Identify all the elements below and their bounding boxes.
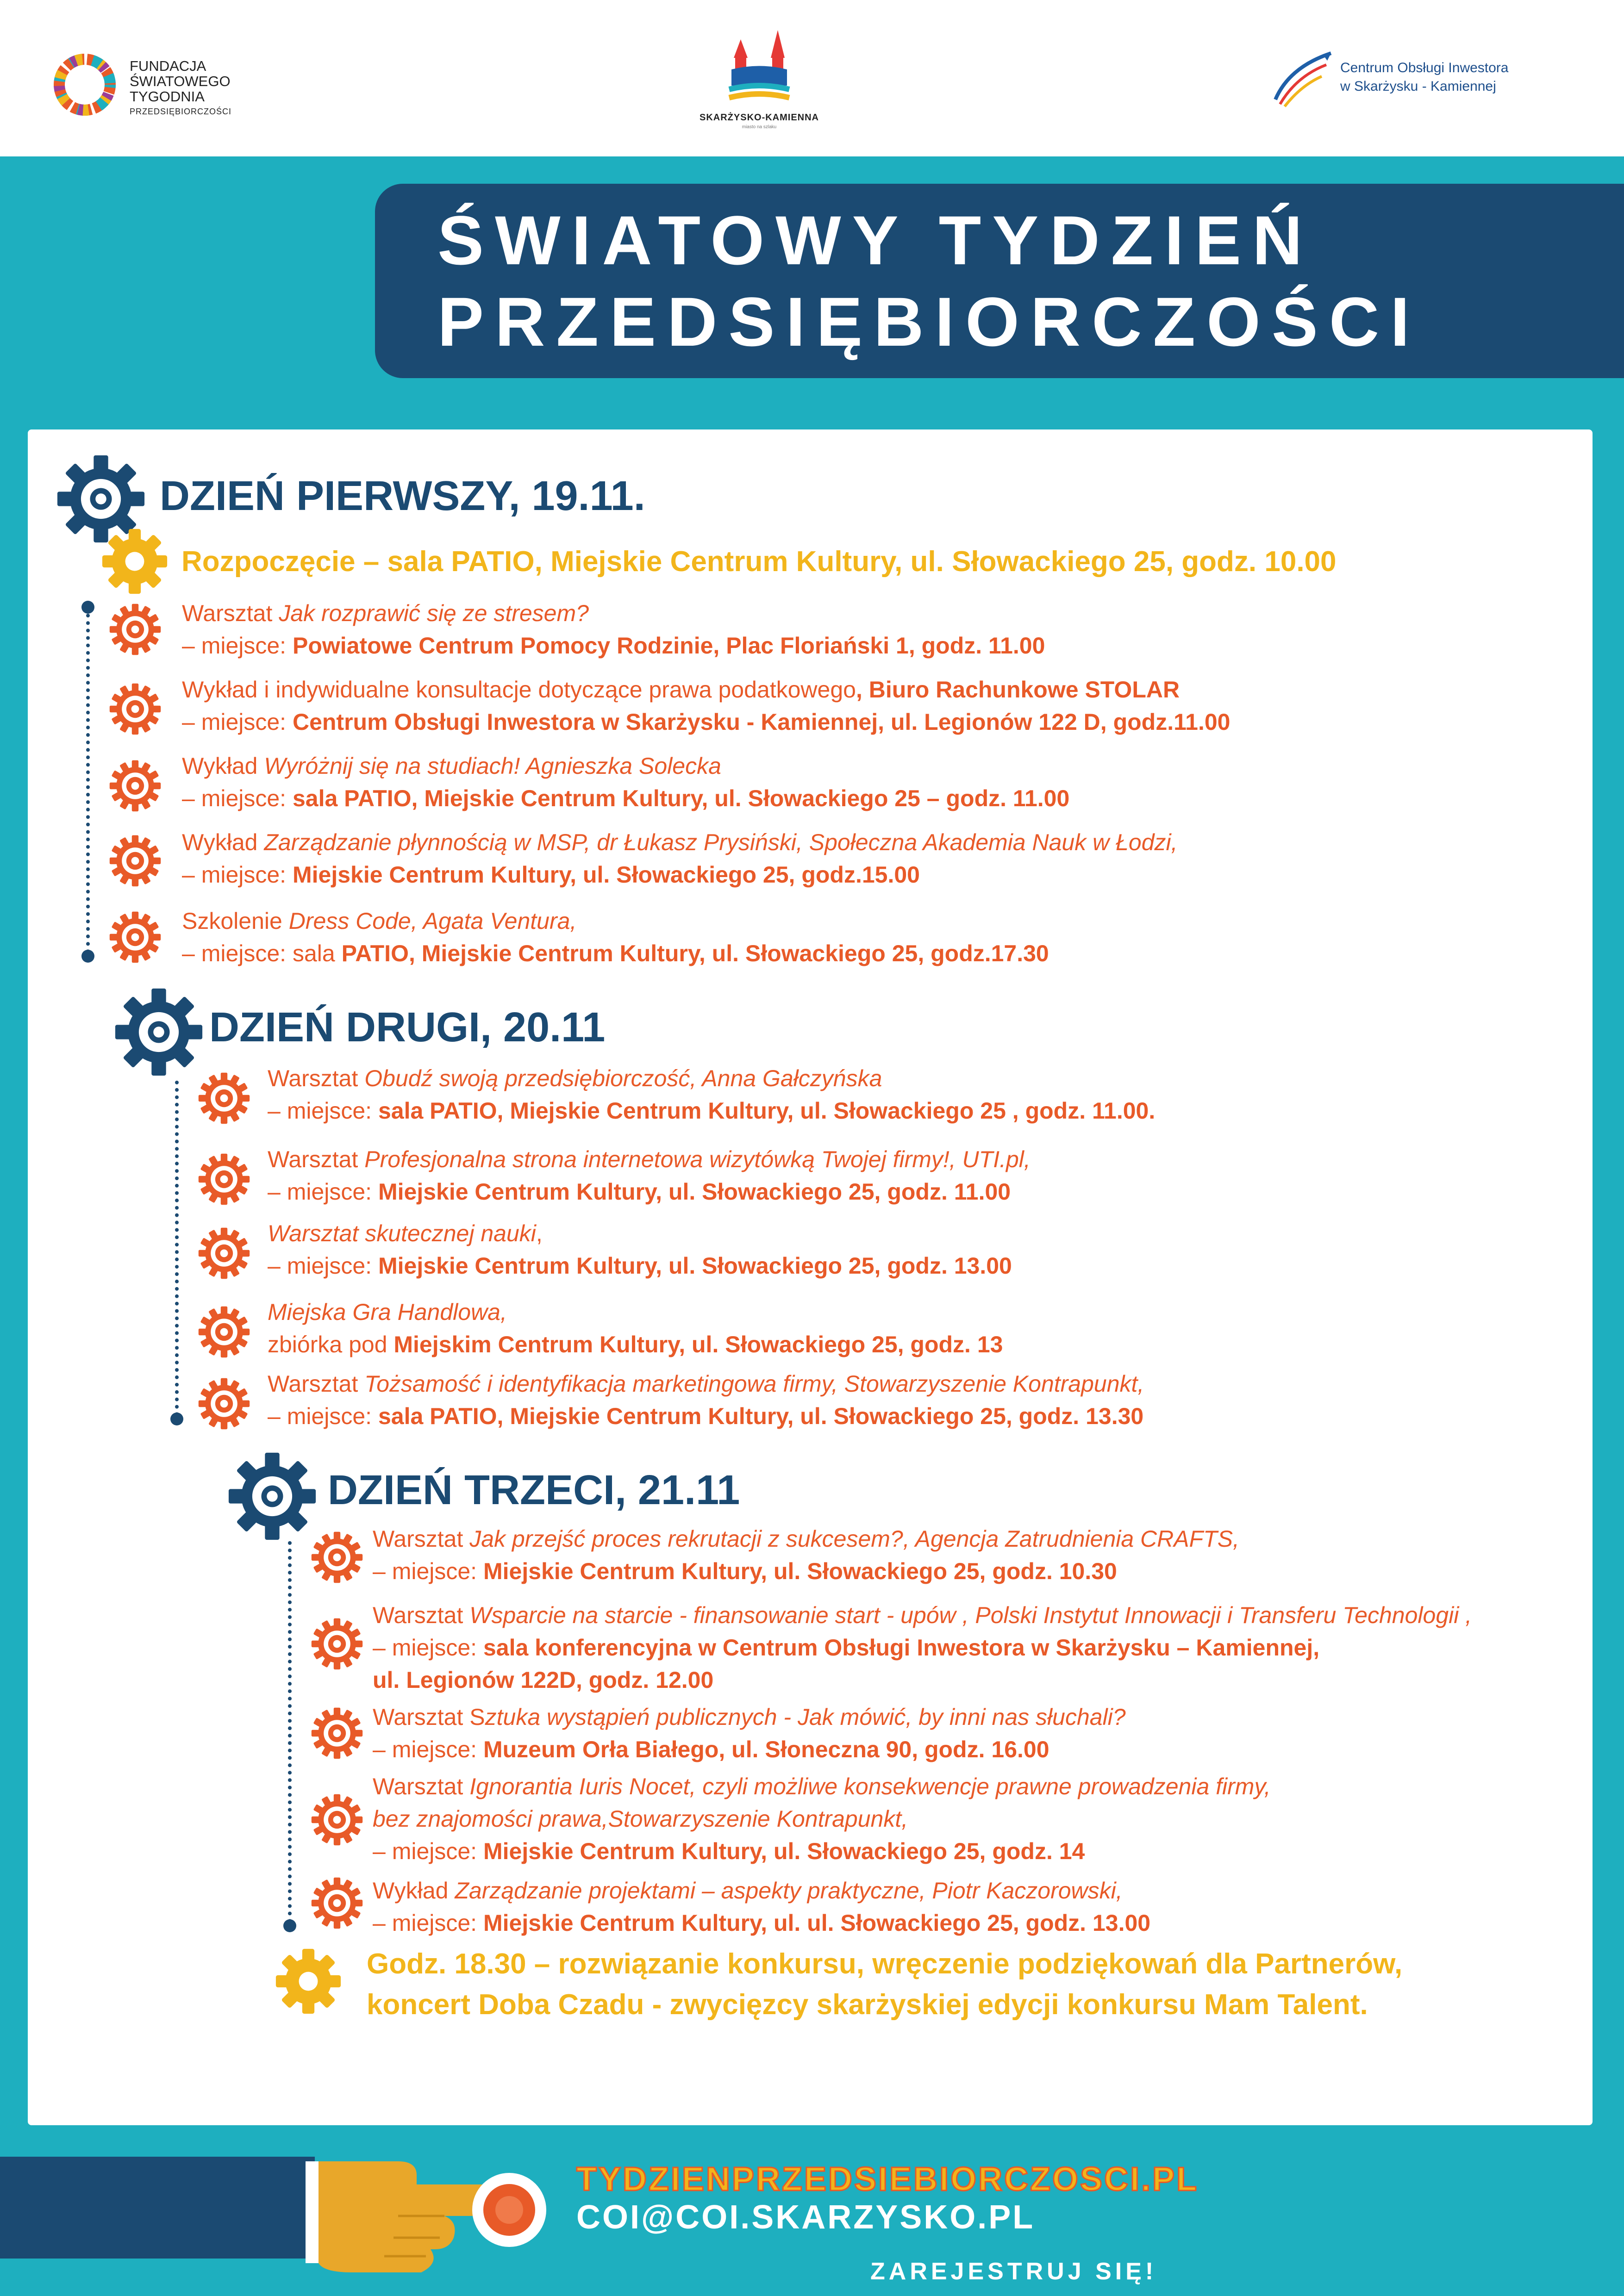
day2-event-2-title: Warsztat Profesjonalna strona internetowa wizytówką Twojej firmy!, UTI.pl, (268, 1146, 1031, 1172)
day2-event-1-place: – miejsce: sala PATIO, Miejskie Centrum Kultury, ul. Słowackiego 25 , godz. 11.00. (268, 1098, 1156, 1124)
day3-event-1-title: Warsztat Jak przejść proces rekrutacji z sukcesem?, Agencja Zatrudnienia CRAFTS, (373, 1526, 1239, 1552)
day1-event-1-gear-icon (107, 602, 163, 657)
click-button-icon[interactable] (463, 2164, 556, 2256)
day2-event-1-gear-icon (196, 1070, 252, 1126)
day3-event-1-line-2: – miejsce: Miejskie Centrum Kultury, ul. Słowackiego 25, godz. 10.30 (373, 1558, 1117, 1584)
day1-timeline-end (81, 950, 94, 963)
city-slogan: miasto na szlaku (742, 124, 777, 130)
day3-timeline-end (283, 1919, 296, 1932)
day2-event-5-gear-icon (196, 1376, 252, 1431)
day1-timeline (86, 606, 90, 953)
closing-line-1: Godz. 18.30 – rozwiązanie konkursu, wręczenie podziękowań dla Partnerów, (367, 1948, 1403, 1980)
day3-event-2-gear-icon (309, 1616, 365, 1672)
day1-event-2-place: – miejsce: Centrum Obsługi Inwestora w Skarżysku - Kamiennej, ul. Legionów 122 D, godz.11.00 (182, 709, 1230, 735)
day3-event-4-title: Warsztat Ignorantia Iuris Nocet, czyli możliwe konsekwencje prawne prowadzenia firmy, (373, 1773, 1271, 1799)
day3-event-3-title: Warsztat Sztuka wystąpień publicznych - Jak mówić, by inni nas słuchali? (373, 1704, 1126, 1730)
day2-event-3-gear-icon (196, 1226, 252, 1281)
title-banner (375, 184, 1624, 378)
day3-event-5-gear-icon (309, 1875, 365, 1931)
header-bar (0, 0, 1624, 156)
skarzysko-kamienna-logo (685, 30, 833, 137)
closing-line-2: koncert Doba Czadu - zwycięzcy skarżyskiej edycji konkursu Mam Talent. (367, 1989, 1368, 2021)
day2-event-4-place: zbiórka pod Miejskim Centrum Kultury, ul. Słowackiego 25, godz. 13 (268, 1332, 1003, 1357)
register-cta[interactable]: ZAREJESTRUJ SIĘ! (870, 2258, 1157, 2285)
day2-event-2-gear-icon (196, 1151, 252, 1207)
city-towers-icon (685, 30, 833, 111)
fundacja-logo-text: FUNDACJA ŚWIATOWEGO TYGODNIA PRZEDSIĘBIORCZOŚCI (130, 58, 232, 116)
footer-left-band (0, 2157, 315, 2259)
fundacja-logo (50, 50, 232, 124)
day2-title: DZIEŃ DRUGI, 20.11 (209, 1004, 606, 1051)
day1-title: DZIEŃ PIERWSZY, 19.11. (160, 473, 645, 519)
day3-event-5-line-2: – miejsce: Miejskie Centrum Kultury, ul. ul. Słowackiego 25, godz. 13.00 (373, 1910, 1151, 1936)
day1-event-2-gear-icon (107, 681, 163, 737)
day2-event-3-place: – miejsce: Miejskie Centrum Kultury, ul. Słowackiego 25, godz. 13.00 (268, 1253, 1012, 1279)
day2-event-4-gear-icon (196, 1304, 252, 1360)
coi-logo (1271, 49, 1549, 109)
swoosh-arrow-icon (1271, 49, 1336, 109)
email-link[interactable]: COI@COI.SKARZYSKO.PL (576, 2199, 1035, 2236)
day3-event-4-gear-icon (309, 1792, 365, 1848)
day3-event-5-title: Wykład Zarządzanie projektami – aspekty praktyczne, Piotr Kaczorowski, (373, 1878, 1123, 1904)
day1-event-4-place: – miejsce: Miejskie Centrum Kultury, ul. Słowackiego 25, godz.15.00 (182, 862, 920, 888)
day1-opening: Rozpoczęcie – sala PATIO, Miejskie Centrum Kultury, ul. Słowackiego 25, godz. 10.00 (181, 546, 1337, 578)
day1-event-4-gear-icon (107, 833, 163, 889)
day2-timeline-end (170, 1412, 183, 1425)
day2-event-3-title: Warsztat skutecznej nauki, (268, 1220, 543, 1246)
day3-event-2-title: Warsztat Wsparcie na starcie - finansowanie start - upów , Polski Instytut Innowacji i Transferu Technologii , (373, 1602, 1472, 1628)
day3-timeline (288, 1541, 292, 1923)
website-link[interactable]: TYDZIENPRZEDSIEBIORCZOSCI.PL (576, 2161, 1199, 2198)
day2-gear-icon (113, 987, 204, 1077)
day3-event-4-line-2: bez znajomości prawa,Stowarzyszenie Kontrapunkt, (373, 1806, 908, 1832)
day3-title: DZIEŃ TRZECI, 21.11 (328, 1467, 740, 1513)
day3-event-3-line-2: – miejsce: Muzeum Orła Białego, ul. Słoneczna 90, godz. 16.00 (373, 1736, 1049, 1762)
day1-event-5-place: – miejsce: sala PATIO, Miejskie Centrum Kultury, ul. Słowackiego 25, godz.17.30 (182, 940, 1049, 966)
day2-timeline (175, 1081, 179, 1416)
day2-event-5-place: – miejsce: sala PATIO, Miejskie Centrum Kultury, ul. Słowackiego 25, godz. 13.30 (268, 1403, 1144, 1429)
page-title-line1: ŚWIATOWY TYDZIEŃ (437, 201, 1314, 279)
day1-event-4-title: Wykład Zarządzanie płynnością w MSP, dr Łukasz Prysiński, Społeczna Akademia Nauk w Łodzi, (182, 829, 1178, 855)
city-name: SKARŻYSKO-KAMIENNA (700, 112, 819, 123)
day3-event-3-gear-icon (309, 1705, 365, 1761)
day2-event-2-place: – miejsce: Miejskie Centrum Kultury, ul. Słowackiego 25, godz. 11.00 (268, 1179, 1011, 1205)
day1-opening-gear-icon (101, 528, 169, 595)
day1-event-1-title: Warsztat Jak rozprawić się ze stresem? (182, 600, 589, 626)
coi-logo-text: Centrum Obsługi Inwestora w Skarżysku - Kamiennej (1340, 60, 1509, 94)
day1-event-5-gear-icon (107, 909, 163, 965)
day1-event-2-title: Wykład i indywidualne konsultacje dotyczące prawa podatkowego, Biuro Rachunkowe STOLAR (182, 677, 1180, 703)
day3-gear-icon (227, 1451, 318, 1542)
day1-event-3-gear-icon (107, 758, 163, 814)
day1-event-5-title: Szkolenie Dress Code, Agata Ventura, (182, 908, 577, 934)
day3-event-2-line-3: ul. Legionów 122D, godz. 12.00 (373, 1667, 714, 1693)
page-title-line2: PRZEDSIĘBIORCZOŚCI (437, 283, 1421, 361)
day1-event-3-place: – miejsce: sala PATIO, Miejskie Centrum Kultury, ul. Słowackiego 25 – godz. 11.00 (182, 785, 1070, 811)
day1-event-3-title: Wykład Wyróżnij się na studiach! Agnieszka Solecka (182, 753, 721, 779)
logo-ring-icon (50, 50, 119, 119)
day3-event-1-gear-icon (309, 1530, 365, 1585)
day3-event-4-line-3: – miejsce: Miejskie Centrum Kultury, ul. Słowackiego 25, godz. 14 (373, 1838, 1085, 1864)
closing-gear-icon (275, 1948, 342, 2015)
day1-event-1-place: – miejsce: Powiatowe Centrum Pomocy Rodzinie, Plac Floriański 1, godz. 11.00 (182, 633, 1045, 659)
day2-event-1-title: Warsztat Obudź swoją przedsiębiorczość, Anna Gałczyńska (268, 1065, 882, 1091)
day1-timeline-start (81, 601, 94, 614)
day2-event-5-title: Warsztat Tożsamość i identyfikacja marketingowa firmy, Stowarzyszenie Kontrapunkt, (268, 1371, 1144, 1397)
day3-event-2-line-2: – miejsce: sala konferencyjna w Centrum Obsługi Inwestora w Skarżysku – Kamiennej, (373, 1635, 1320, 1661)
day2-event-4-title: Miejska Gra Handlowa, (268, 1299, 507, 1325)
